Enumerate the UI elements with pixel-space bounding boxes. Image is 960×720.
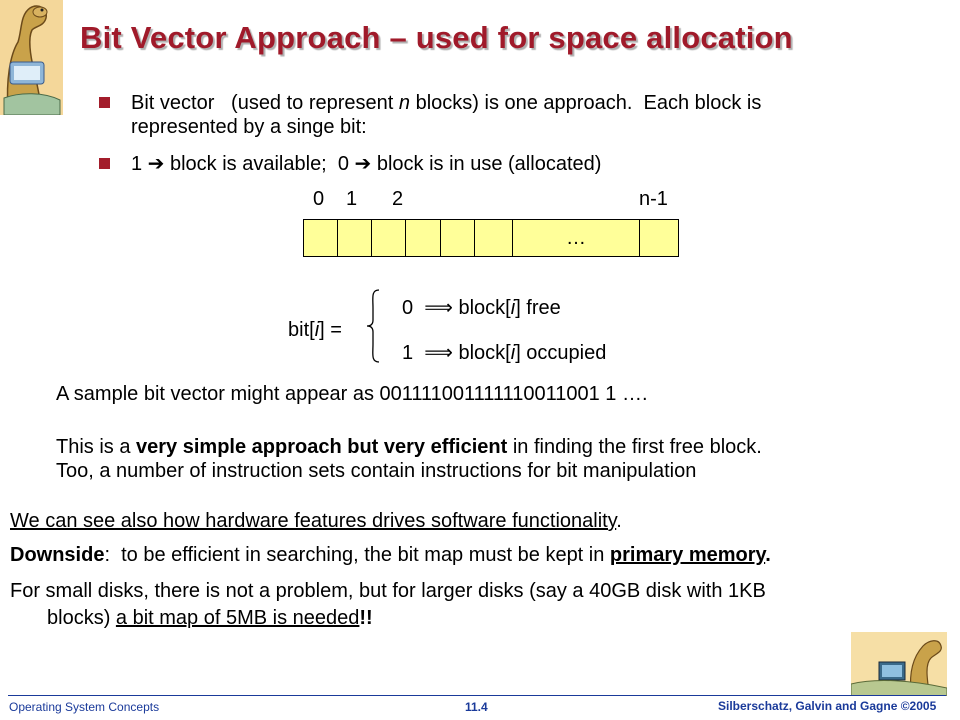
downside-label: Downside (10, 544, 105, 566)
bit-cell (372, 220, 406, 256)
simple-line-2: Too, a number of instruction sets contain instructions for bit manipulation (56, 460, 697, 482)
bullet-1-line2: represented by a singe bit: (131, 116, 367, 138)
bit-cell (338, 220, 372, 256)
footer-left: Operating System Concepts (9, 700, 160, 714)
case0-value: 0 (402, 297, 414, 319)
bullet-2-text: 1 ➔ block is available; 0 ➔ block is in use (allocated) (131, 153, 602, 175)
case1-arrow: ⟹ (424, 342, 453, 364)
case1-text-a: block[ (452, 342, 511, 364)
case0-text-a: block[ (452, 297, 511, 319)
downside-text: : to be efficient in searching, the bit map must be kept in (104, 544, 610, 566)
bit-cell (304, 220, 338, 256)
case1-value: 1 (402, 342, 414, 364)
small-disks-line-2 (47, 606, 373, 630)
small-disks-line-2a: blocks) (47, 607, 116, 629)
index-label-0: 0 (313, 188, 325, 210)
bit-cell-last (640, 220, 678, 256)
bullet-1-text (131, 91, 931, 139)
footer-divider (8, 695, 946, 696)
small-disks-line-2u: a bit map of 5MB is needed (115, 607, 360, 629)
formula-brace (365, 288, 381, 369)
formula-lhs-var: i (314, 319, 320, 341)
slide-title: Bit Vector Approach – used for space allocation (80, 20, 793, 55)
footer-page-number: 11.4 (465, 700, 488, 714)
downside-end: . (765, 544, 771, 566)
simple-line-bold: very simple approach but very efficient (136, 436, 508, 458)
dinosaur-logo-bottom-right (851, 632, 947, 696)
formula-case-1 (402, 341, 606, 365)
index-label-n-1: n-1 (639, 188, 668, 210)
small-disks-line-1: For small disks, there is not a problem, but for larger disks (say a 40GB disk with 1KB (10, 580, 766, 602)
bullet-marker-2 (99, 158, 110, 169)
formula-case-0 (402, 296, 561, 320)
case0-var: i (510, 297, 516, 319)
case1-text-b: ] occupied (515, 342, 607, 364)
bit-cell (441, 220, 475, 256)
formula-lhs-prefix: bit[ (288, 319, 315, 341)
case1-var: i (510, 342, 516, 364)
bullet-marker-1 (99, 97, 110, 108)
bit-cell-ellipsis (513, 220, 640, 256)
bit-cell (406, 220, 441, 256)
simple-line-a: This is a (56, 436, 137, 458)
sample-bit-vector-line: A sample bit vector might appear as 001111001111110011001 1 …. (56, 383, 648, 405)
hardware-line-tail: . (616, 510, 622, 532)
hardware-line (10, 509, 622, 533)
ellipsis-text: … (566, 226, 586, 249)
index-label-2: 2 (392, 188, 404, 210)
bit-cell (475, 220, 513, 256)
downside-line (10, 543, 771, 567)
footer-right: Silberschatz, Galvin and Gagne ©2005 (718, 699, 937, 713)
simple-line-b: in finding the first free block. (507, 436, 762, 458)
simple-approach-line (56, 435, 936, 483)
bullet-1-seg-b: blocks) is one approach. Each block is (410, 92, 762, 114)
index-label-1: 1 (346, 188, 358, 210)
hardware-line-text: We can see also how hardware features drives software functionality (10, 510, 617, 532)
downside-emph: primary memory (609, 544, 766, 566)
small-disks-line-2b: !! (359, 607, 373, 629)
bit-vector-diagram (303, 219, 679, 257)
formula-lhs (288, 318, 342, 342)
case0-text-b: ] free (515, 297, 561, 319)
dinosaur-logo-top-left (0, 0, 63, 115)
bullet-1-seg-a: Bit vector (used to represent (131, 92, 399, 114)
bullet-1-seg-n: n (398, 92, 411, 114)
formula-lhs-suffix: ] = (319, 319, 342, 341)
case0-arrow: ⟹ (424, 297, 453, 319)
